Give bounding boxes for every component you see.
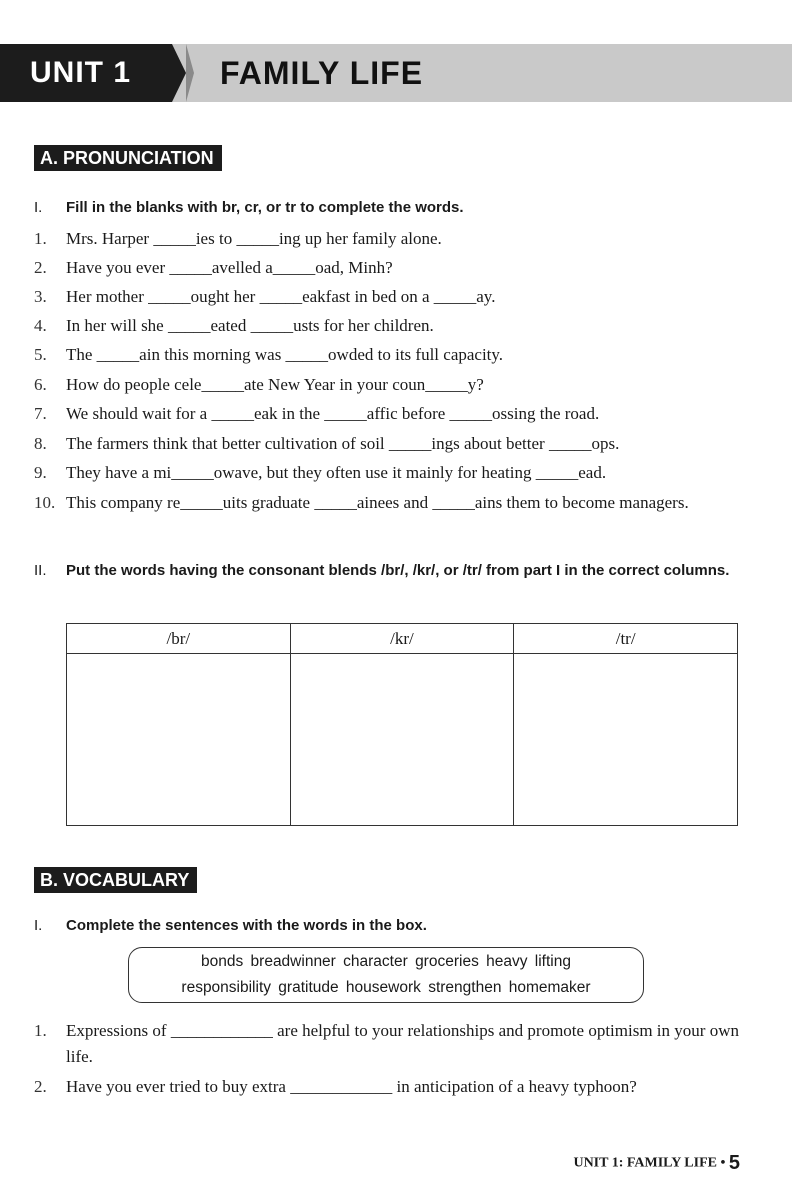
- unit-title: FAMILY LIFE: [220, 55, 424, 91]
- item-number: 3.: [34, 287, 47, 306]
- item-number: 2.: [34, 258, 47, 277]
- exercise-item: [34, 342, 739, 368]
- item-number: 7.: [34, 404, 47, 423]
- instruction-text: Complete the sentences with the words in the box.: [66, 917, 427, 934]
- consonant-blend-table: [66, 623, 738, 826]
- roman-numeral: I.: [34, 917, 43, 934]
- exercise-item: [34, 226, 739, 252]
- roman-numeral: I.: [34, 199, 43, 216]
- word-box-line: responsibility gratitude housework strengthen homemaker: [181, 979, 591, 996]
- item-text: Mrs. Harper _____ies to _____ing up her family alone.: [66, 229, 442, 248]
- instruction-text: Fill in the blanks with br, cr, or tr to complete the words.: [66, 199, 464, 216]
- item-text: This company re_____uits graduate _____ainees and _____ains them to become managers.: [66, 493, 689, 512]
- exercise-item: [34, 401, 739, 427]
- answer-cell-tr[interactable]: [514, 654, 738, 826]
- item-text: The _____ain this morning was _____owded to its full capacity.: [66, 345, 504, 364]
- item-number: 10.: [34, 493, 56, 512]
- word-box-line: bonds breadwinner character groceries heavy lifting: [201, 953, 571, 970]
- footer-unit-label: UNIT 1: FAMILY LIFE •: [573, 1155, 726, 1171]
- item-number: 1.: [34, 229, 47, 248]
- item-text: Have you ever _____avelled a_____oad, Minh?: [66, 258, 393, 277]
- word-box: [128, 947, 644, 1003]
- section-b-label: B. VOCABULARY: [34, 867, 197, 893]
- instruction-text: Put the words having the consonant blends /br/, /kr/, or /tr/ from part I in the correct columns.: [66, 562, 730, 579]
- exercise-item: [34, 460, 739, 486]
- chevron-shadow-icon: [186, 44, 194, 102]
- instruction-a2: [34, 559, 739, 583]
- exercise-item: [34, 490, 739, 516]
- item-text: How do people cele_____ate New Year in your coun_____y?: [66, 375, 484, 394]
- item-text: We should wait for a _____eak in the _____affic before _____ossing the road.: [66, 404, 600, 423]
- item-number: 9.: [34, 463, 47, 482]
- item-number: 8.: [34, 434, 47, 453]
- instruction-b1: [34, 914, 739, 938]
- column-header-tr: /tr/: [514, 624, 738, 654]
- exercise-item: [34, 255, 739, 281]
- column-header-kr: /kr/: [290, 624, 514, 654]
- exercise-item: [34, 372, 739, 398]
- page-footer: [573, 1152, 740, 1175]
- column-header-br: /br/: [67, 624, 291, 654]
- exercise-item: [34, 1018, 739, 1070]
- item-text: In her will she _____eated _____usts for her children.: [66, 316, 434, 335]
- unit-number: UNIT 1: [0, 44, 172, 102]
- item-number: 1.: [34, 1021, 47, 1040]
- item-number: 5.: [34, 345, 47, 364]
- exercise-item: [34, 284, 739, 310]
- section-a-label: A. PRONUNCIATION: [34, 145, 222, 171]
- answer-cell-br[interactable]: [67, 654, 291, 826]
- exercise-item: [34, 313, 739, 339]
- chevron-arrow-icon: [172, 44, 186, 102]
- item-text: They have a mi_____owave, but they often use it mainly for heating _____ead.: [66, 463, 607, 482]
- exercise-item: [34, 1074, 739, 1100]
- instruction-a1: [34, 196, 739, 220]
- item-number: 6.: [34, 375, 47, 394]
- item-number: 2.: [34, 1077, 47, 1096]
- item-text: Her mother _____ought her _____eakfast in bed on a _____ay.: [66, 287, 496, 306]
- item-text: Have you ever tried to buy extra ____________ in anticipation of a heavy typhoon?: [66, 1077, 637, 1096]
- unit-header: [0, 44, 792, 102]
- page-number: 5: [728, 1152, 740, 1174]
- answer-cell-kr[interactable]: [290, 654, 514, 826]
- item-number: 4.: [34, 316, 47, 335]
- item-text: The farmers think that better cultivation of soil _____ings about better _____ops.: [66, 434, 620, 453]
- item-text: Expressions of ____________ are helpful to your relationships and promote optimism in your own life.: [66, 1021, 739, 1066]
- exercise-item: [34, 431, 739, 457]
- roman-numeral: II.: [34, 562, 47, 579]
